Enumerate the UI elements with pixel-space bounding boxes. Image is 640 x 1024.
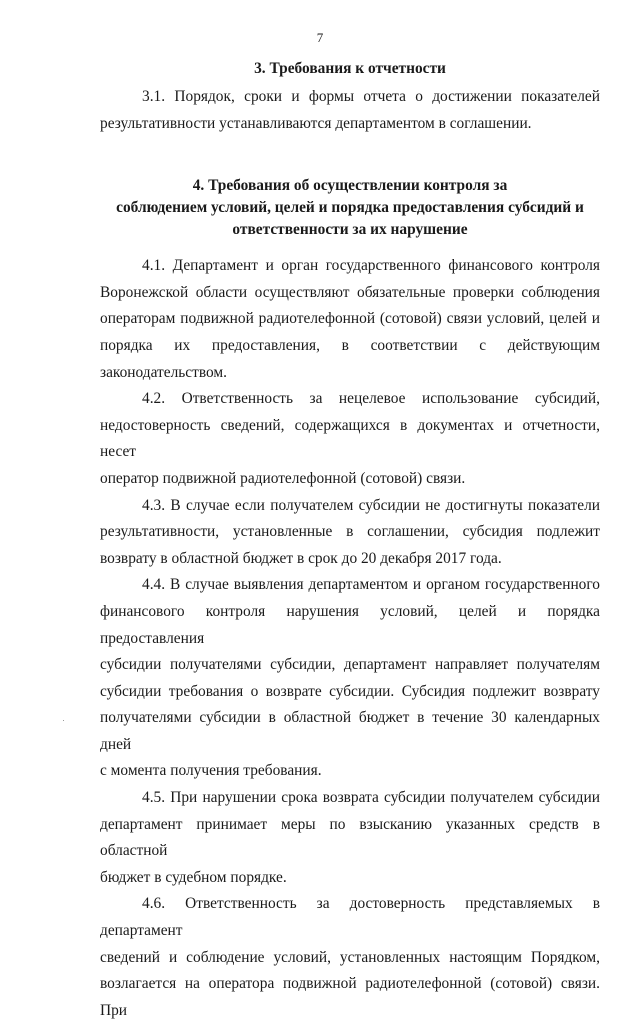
paragraph-line: 4.5. При нарушении срока возврата субсидии получателем субсидии [142,789,600,807]
paragraph-line: результативности, установленные в соглашении, субсидия подлежит [100,523,600,541]
paragraph-line: субсидии получателями субсидии, департамент направляет получателям [100,656,600,674]
paragraph-line: порядка их предоставления, в соответствии с действующим [100,336,600,354]
paragraph-line: 4.3. В случае если получателем субсидии не достигнуты показатели [142,496,600,514]
paragraph-line: получателями субсидии в областной бюджет в течение 30 календарных дней [100,709,600,753]
section-4-heading-line: 4. Требования об осуществлении контроля за [192,177,508,195]
paragraph-line: 4.1. Департамент и орган государственного финансового контроля [142,257,600,275]
paragraph-4-2 [100,386,600,492]
paragraph-line: департамент принимает меры по взысканию указанных средств в областной [100,815,600,860]
paragraph-line: законодательством. [100,363,228,381]
paragraph-4-5 [100,785,600,891]
document-body [100,58,600,1024]
paragraph-line: 4.2. Ответственность за нецелевое использование субсидий, [142,390,600,408]
paragraph-line: Воронежской области осуществляют обязательные проверки соблюдения [100,283,600,301]
paragraph-3-1 [100,84,600,137]
paragraph-4-4 [100,572,600,785]
paragraph-line: 3.1. Порядок, сроки и формы отчета о достижении показателей [142,88,600,105]
paragraph-line: недостоверность сведений, содержащихся в документах и отчетности, несет [100,416,600,461]
page-number: 7 [316,30,324,45]
section-4-heading [100,175,600,241]
section-4-heading-line: ответственности за их нарушение [232,221,468,239]
paragraph-line: оператор подвижной радиотелефонной (сотовой) связи. [100,469,466,487]
scan-artifact [63,720,64,721]
paragraph-4-6 [100,891,600,1024]
paragraph-line: субсидии требования о возврате субсидии. Субсидия подлежит возврату [100,682,600,700]
paragraph-line: возврату в областной бюджет в срок до 20 декабря 2017 года. [100,549,502,567]
paragraph-line: бюджет в судебном порядке. [100,868,287,886]
paragraph-line: финансового контроля нарушения условий, целей и порядка предоставления [100,602,600,647]
paragraph-line: сведений и соблюдение условий, установленных настоящим Порядком, [100,948,600,966]
section-3-heading: 3. Требования к отчетности [254,60,446,77]
paragraph-line: операторам подвижной радиотелефонной (сотовой) связи условий, целей и [100,310,600,328]
paragraph-line: результативности устанавливаются департаментом в соглашении. [100,114,532,132]
paragraph-4-1 [100,253,600,386]
paragraph-line: с момента получения требования. [100,762,322,780]
paragraph-line: 4.6. Ответственность за достоверность представляемых в департамент [100,895,600,940]
section-4-heading-line: соблюдением условий, целей и порядка предоставления субсидий и [116,199,584,217]
paragraph-4-3 [100,493,600,573]
paragraph-line: возлагается на оператора подвижной радиотелефонной (сотовой) связи. При [100,975,600,1019]
paragraph-line: 4.4. В случае выявления департаментом и органом государственного [142,576,600,594]
